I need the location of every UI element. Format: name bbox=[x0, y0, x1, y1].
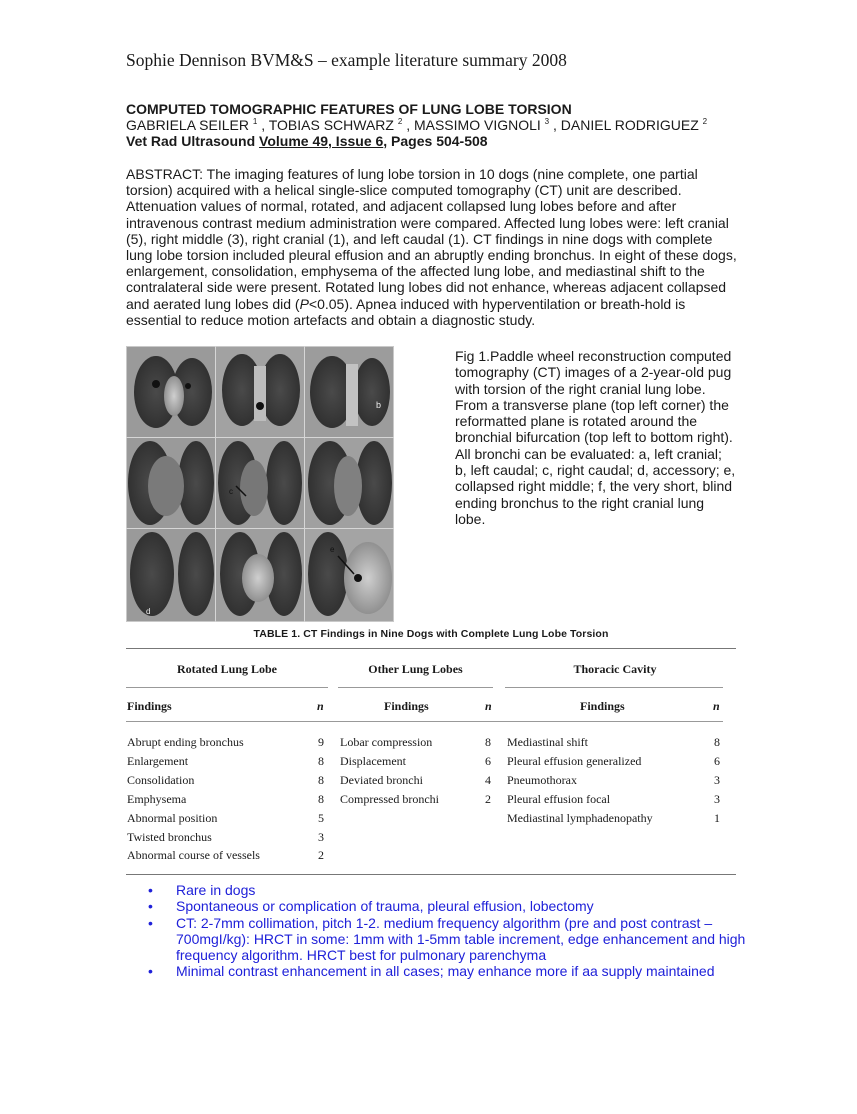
author-name: DANIEL RODRIGUEZ bbox=[560, 117, 699, 133]
panel-label-c: c bbox=[229, 487, 233, 496]
table-cell: Pleural effusion generalized bbox=[507, 753, 642, 768]
table-cell: Deviated bronchi bbox=[340, 772, 423, 787]
table-cell: Abrupt ending bronchus bbox=[127, 735, 244, 749]
ct-panel bbox=[305, 347, 393, 437]
author-affiliation: 2 bbox=[702, 117, 708, 126]
thoracic-findings-column bbox=[507, 733, 697, 828]
rotated-n-column bbox=[308, 733, 324, 865]
abstract-text-end: <0.05). Apnea induced with hyperventilation or breath-hold is essential to reduce motion artefacts and obtain a diagnostic study. bbox=[126, 295, 686, 328]
ct-panel bbox=[305, 438, 393, 528]
group-rule-rotated bbox=[126, 687, 328, 688]
table-bottom-rule bbox=[126, 874, 736, 875]
column-header-n: n bbox=[317, 699, 324, 713]
table-cell: Mediastinal lymphadenopathy bbox=[507, 810, 653, 825]
column-header-n: n bbox=[485, 699, 492, 713]
table-cell: 3 bbox=[714, 772, 720, 787]
group-header-other: Other Lung Lobes bbox=[368, 662, 463, 676]
author-name: GABRIELA SEILER bbox=[126, 117, 249, 133]
table-cell: 6 bbox=[485, 753, 491, 768]
table-cell: Displacement bbox=[340, 753, 406, 768]
other-n-column bbox=[475, 733, 491, 809]
rotated-findings-column bbox=[127, 733, 307, 865]
journal-name: Vet Rad Ultrasound bbox=[126, 133, 256, 149]
other-findings-column bbox=[340, 733, 480, 809]
list-item: • Spontaneous or complication of trauma, pleural effusion, lobectomy bbox=[148, 898, 594, 915]
table-cell: Consolidation bbox=[127, 772, 195, 787]
group-header-rotated: Rotated Lung Lobe bbox=[176, 662, 277, 676]
group-header-thoracic: Thoracic Cavity bbox=[573, 662, 657, 676]
table-cell: 2 bbox=[485, 791, 491, 806]
author-affiliation: 3 bbox=[544, 117, 550, 126]
table-cell: Mediastinal shift bbox=[507, 735, 588, 749]
list-item: • CT: 2-7mm collimation, pitch 1-2. medium frequency algorithm (pre and post contrast – 700mgI/kg): HRCT in some: 1mm with 1-5mm table increment, edge enhancement and high frequency algorithm. HRCT best for pulmonary parenchyma bbox=[148, 914, 746, 964]
table-cell: Lobar compression bbox=[340, 735, 433, 749]
group-rule-other bbox=[338, 687, 493, 688]
abstract-p-symbol: P bbox=[299, 295, 309, 312]
volume-link[interactable]: Volume 49, Issue 6 bbox=[259, 133, 384, 149]
table-cell: 9 bbox=[318, 735, 324, 749]
table-title: TABLE 1. CT Findings in Nine Dogs with Complete Lung Lobe Torsion bbox=[253, 628, 609, 640]
abstract-label: ABSTRACT: bbox=[126, 166, 204, 182]
ct-panel bbox=[305, 529, 393, 621]
column-header-findings: Findings bbox=[384, 699, 429, 713]
author-affiliation: 2 bbox=[397, 117, 403, 126]
page-header: Sophie Dennison BVM&S – example literature summary 2008 bbox=[126, 50, 567, 70]
table-cell: Pleural effusion focal bbox=[507, 791, 611, 806]
ct-panel bbox=[216, 438, 304, 528]
table-cell: Enlargement bbox=[127, 753, 189, 768]
abstract bbox=[126, 166, 741, 328]
table-cell: 8 bbox=[485, 735, 491, 749]
table-cell: 3 bbox=[318, 829, 324, 844]
author-name: MASSIMO VIGNOLI bbox=[413, 117, 541, 133]
ct-image-grid bbox=[126, 346, 394, 622]
column-header-findings: Findings bbox=[580, 699, 625, 713]
ct-panel bbox=[127, 438, 215, 528]
panel-label-e: e bbox=[330, 545, 335, 554]
table-cell: 8 bbox=[318, 753, 324, 768]
header-rule bbox=[126, 721, 723, 722]
panel-label-d: d bbox=[146, 607, 151, 616]
table-cell: Twisted bronchus bbox=[127, 829, 212, 844]
table-cell: 8 bbox=[318, 772, 324, 787]
table-cell: Abnormal course of vessels bbox=[127, 848, 260, 863]
group-rule-thoracic bbox=[505, 687, 723, 688]
summary-bullet-list bbox=[148, 882, 748, 980]
table-cell: Compressed bronchi bbox=[340, 791, 439, 806]
table-cell: 1 bbox=[714, 810, 720, 825]
table-cell: 8 bbox=[318, 791, 324, 806]
ct-panel bbox=[216, 529, 304, 621]
figure-caption: Fig 1.Paddle wheel reconstruction computed tomography (CT) images of a 2-year-old pug with torsion of the right cranial lung lobe. From a transverse plane (top left corner) the reformatted plane is rotated around the bronchial bifurcation (top left to bottom right). All bronchi can be evaluated: a, left cranial; b, left caudal; c, right caudal; d, accessory; e, collapsed right middle; f, the very short, blind ending bronchus to the right cranial lung lobe. bbox=[455, 348, 736, 527]
table-cell: 3 bbox=[714, 791, 720, 806]
column-header-n: n bbox=[713, 699, 720, 713]
journal-citation bbox=[126, 133, 766, 149]
author-affiliation: 1 bbox=[252, 117, 258, 126]
table-cell: Pneumothorax bbox=[507, 772, 577, 787]
list-item: • Rare in dogs bbox=[148, 882, 256, 898]
table-top-rule bbox=[126, 648, 736, 649]
ct-panel bbox=[127, 347, 215, 437]
table-cell: 2 bbox=[318, 848, 324, 863]
paper-title: COMPUTED TOMOGRAPHIC FEATURES OF LUNG LOBE TORSION bbox=[126, 101, 572, 117]
author-list: GABRIELA SEILER $^1$ , TOBIAS SCHWARZ $^2$ , MASSIMO VIGNOLI $^3$ , DANIEL RODRIGUEZ $^2$ bbox=[126, 117, 708, 133]
table-cell: Emphysema bbox=[127, 791, 187, 806]
column-header-findings: Findings bbox=[127, 699, 172, 713]
table-cell: Abnormal position bbox=[127, 810, 218, 825]
author-name: TOBIAS SCHWARZ bbox=[268, 117, 394, 133]
table-cell: 8 bbox=[714, 735, 720, 749]
table-cell: 6 bbox=[714, 753, 720, 768]
paper-title-block bbox=[126, 101, 766, 149]
list-item: • Minimal contrast enhancement in all cases; may enhance more if aa supply maintained bbox=[148, 963, 715, 980]
table-cell: 5 bbox=[318, 810, 324, 825]
ct-panel bbox=[216, 347, 304, 437]
ct-figure bbox=[126, 346, 394, 622]
table-cell: 4 bbox=[485, 772, 491, 787]
panel-label-b: b bbox=[376, 400, 382, 410]
thoracic-n-column bbox=[704, 733, 720, 828]
ct-panel bbox=[127, 529, 215, 621]
page-range: , Pages 504-508 bbox=[383, 133, 488, 149]
abstract-text: The imaging features of lung lobe torsion in 10 dogs (nine complete, one partial torsion) acquired with a helical single-slice computed tomography (CT) unit are described. Attenuation values of normal, rotated, and adjacent collapsed lung lobes before and after intravenous contrast medium administration were compared. Affected lung lobes were: left cranial (5), right middle (3), right cranial (1), and left caudal (1). CT findings in nine dogs with complete lung lobe torsion included pleural effusion and an abruptly ending bronchus. In eight of these dogs, enlargement, consolidation, emphysema of the affected lung lobe, and mediastinal shift to the contralateral side were present. Rotated lung lobes did not enhance, whereas adjacent collapsed and aerated lung lobes did ( bbox=[126, 166, 737, 312]
